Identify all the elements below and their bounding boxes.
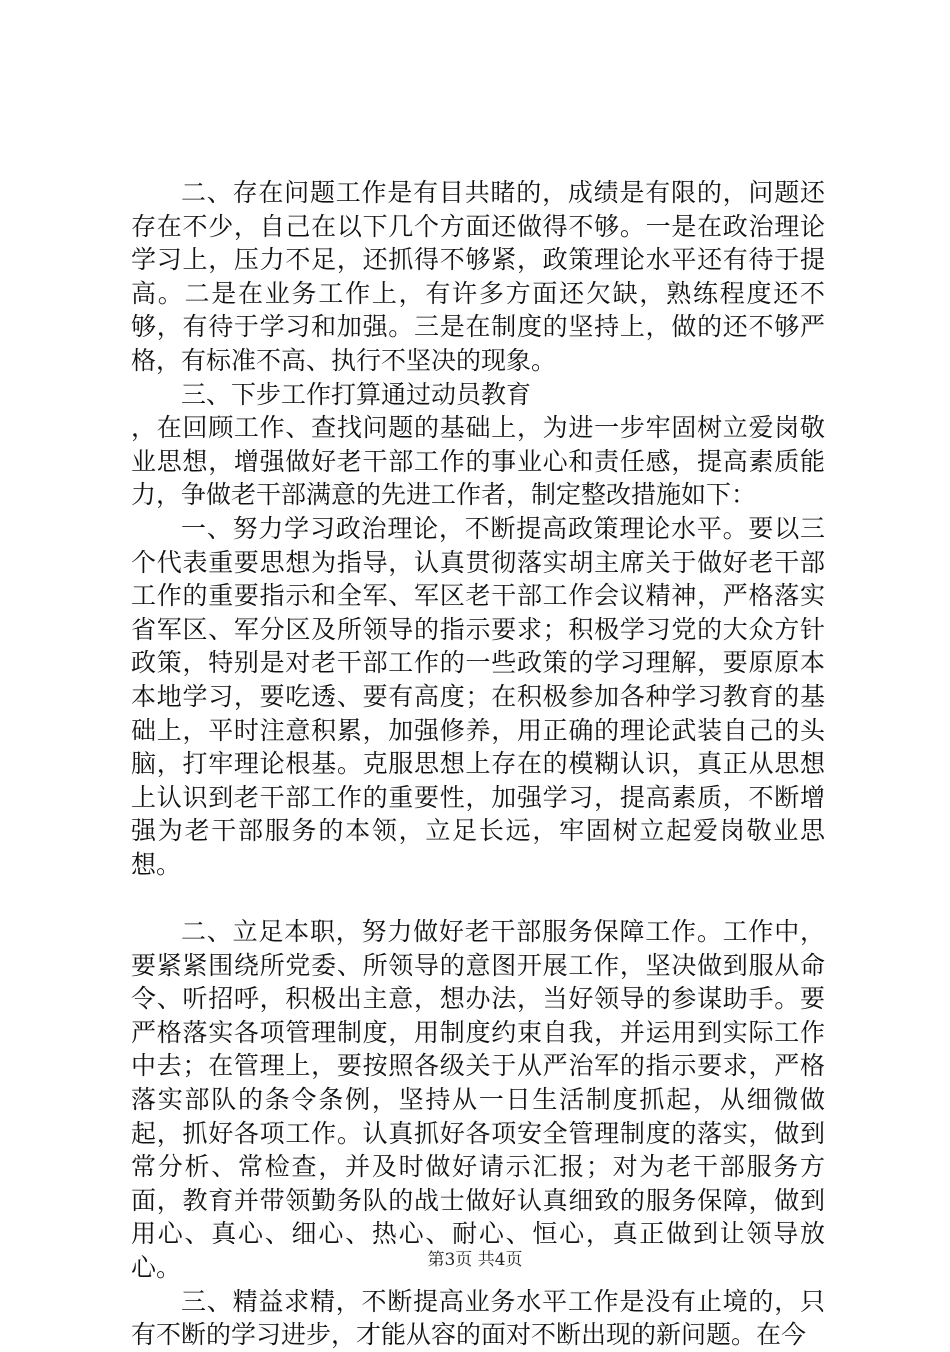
paragraph-measure-one: 一、努力学习政治理论，不断提高政策理论水平。要以三个代表重要思想为指导，认真贯彻落实胡主席关于做好老干部工作的重要指示和全军、军区老干部工作会议精神，严格落实省军区、军分区及所领导的指示要求；积极学习党的大众方针政策，特别是对老干部工作的一些政策的学习理解，要原原本本地学习，要吃透、要有高度；在积极参加各种学习教育的基础上，平时注意积累，加强修养，用正确的理论武装自己的头脑，打牢理论根基。克服思想上存在的模糊认识，真正从思想上认识到老干部工作的重要性，加强学习，提高素质，不断增强为老干部服务的本领，立足长远，牢固树立起爱岗敬业思想。 — [131, 513, 825, 879]
document-body — [131, 176, 825, 1352]
paragraph-measure-two: 二、立足本职，努力做好老干部服务保障工作。工作中，要紧紧围绕所党委、所领导的意图开展工作，坚决做到服从命令、听招呼，积极出主意，想办法，当好领导的参谋助手。要严格落实各项管理制度，用制度约束自我，并运用到实际工作中去；在管理上，要按照各级关于从严治军的指示要求，严格落实部队的条令条例，坚持从一日生活制度抓起，从细微做起，抓好各项工作。认真抓好各项安全管理制度的落实，做到常分析、常检查，并及时做好请示汇报；对为老干部服务方面，教育并带领勤务队的战士做好认真细致的服务保障，做到用心、真心、细心、热心、耐心、恒心，真正做到让领导放心。 — [131, 917, 825, 1282]
paragraph-existing-problems: 二、存在问题工作是有目共睹的，成绩是有限的，问题还存在不少，自己在以下几个方面还做得不够。一是在政治理论学习上，压力不足，还抓得不够紧，政策理论水平还有待于提高。二是在业务工作上，有许多方面还欠缺，熟练程度还不够，有待于学习和加强。三是在制度的坚持上，做的还不够严格，有标准不高、执行不坚决的现象。 — [131, 178, 825, 375]
paragraph-measure-three: 三、精益求精，不断提高业务水平工作是没有止境的，只有不断的学习进步，才能从容的面对不断出现的新问题。在今 — [131, 1286, 825, 1350]
page-number-footer: 第3页 共4页 — [427, 1250, 523, 1270]
paragraph-next-step-heading: 三、下步工作打算通过动员教育 — [181, 379, 532, 409]
paragraph-rectification-intro: ，在回顾工作、查找问题的基础上，为进一步牢固树立爱岗敬业思想，增强做好老干部工作的事业心和责任感，提高素质能力，争做老干部满意的先进工作者，制定整改措施如下： — [131, 413, 825, 510]
